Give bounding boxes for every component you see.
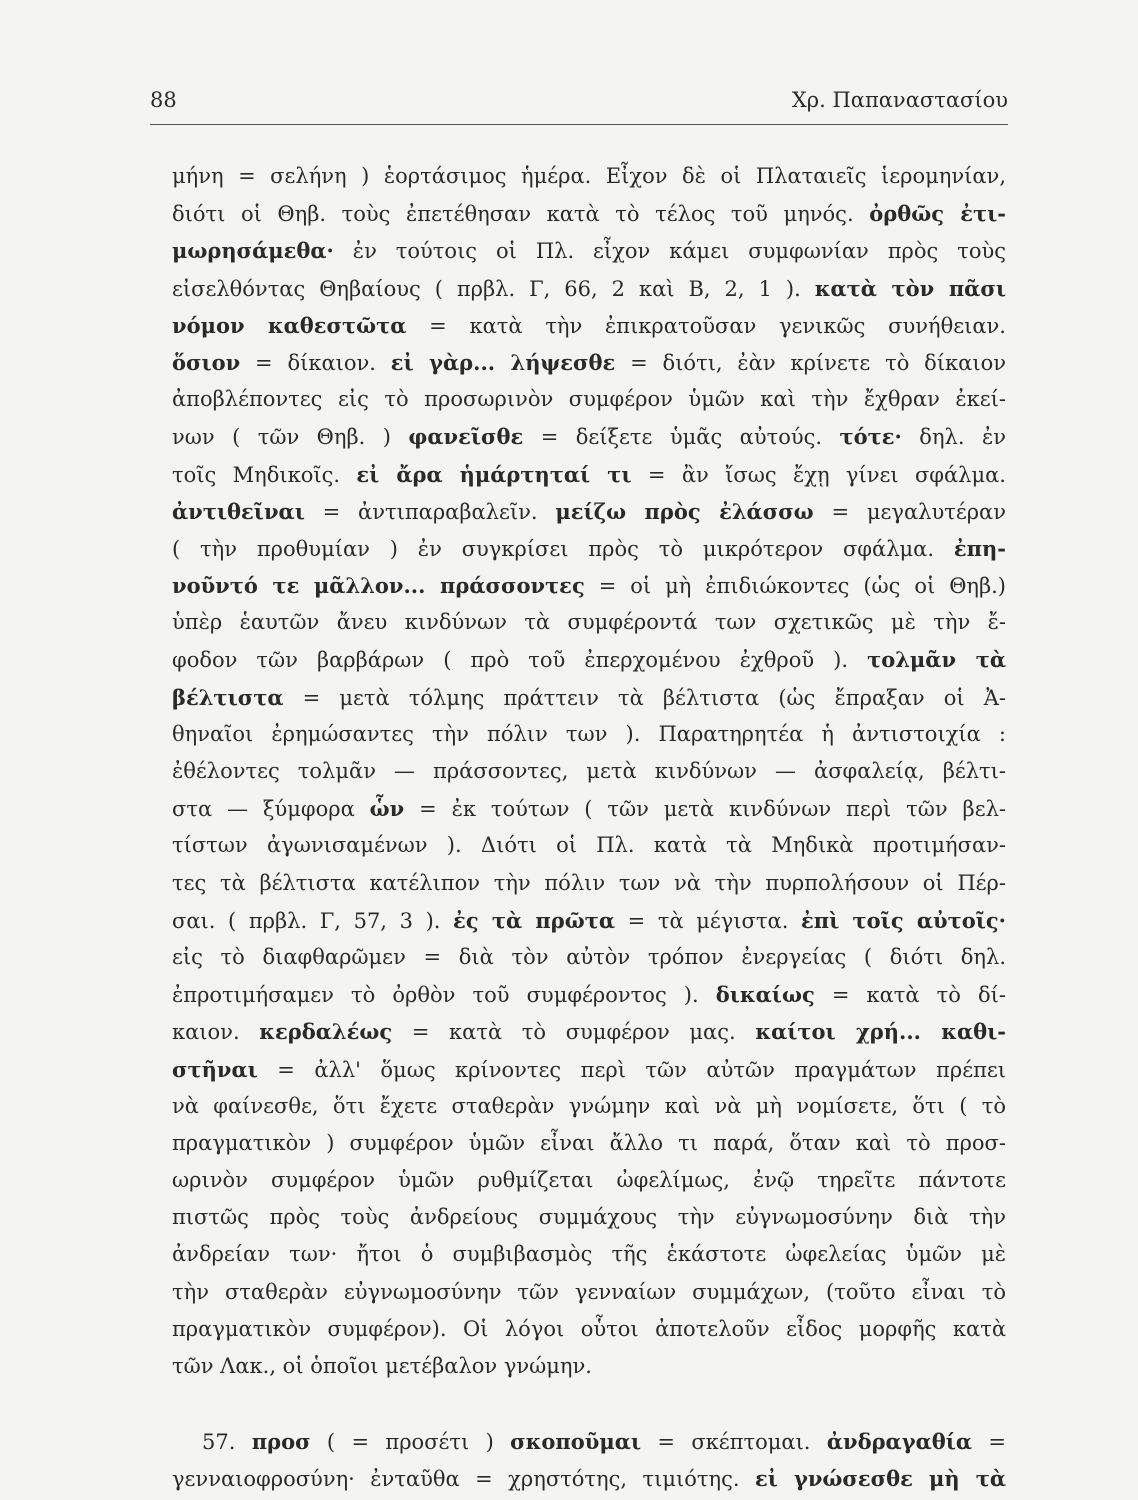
running-head-author: Χρ. Παπαναστασίου (791, 88, 1008, 112)
lemma-bold: εἰ ἄρα ἡμάρτηταί τι (356, 461, 632, 487)
lemma-bold: μωρησάμεθα· (172, 238, 334, 264)
lemma-bold: εἰ γνώσεσθε μὴ τὰ (754, 1466, 1006, 1492)
gloss-text: ωρινὸν συμφέρον ὑμῶν ρυθμίζεται ὠφελίμως, ἐνῷ τηρεῖτε πάντοτε (172, 1168, 1006, 1193)
text-line (172, 827, 1006, 864)
text-line (172, 195, 1006, 232)
gloss-text: πραγματικὸν ) συμφέρον ὑμῶν εἶναι ἄλλο τι παρά, ὅταν καὶ τὸ προσ- (172, 1130, 1006, 1155)
text-line (172, 790, 1006, 827)
gloss-text: ἐν τούτοις οἱ Πλ. εἶχον κάμει συμφωνίαν πρὸς τοὺς (333, 239, 1006, 264)
gloss-text: = δίκαιον. (240, 350, 391, 375)
lemma-bold: ἐπη- (953, 535, 1006, 561)
text-line (172, 158, 1006, 195)
gloss-text: τίστων ἀγωνισαμένων ). Διότι οἱ Πλ. κατὰ τὰ Μηδικὰ προτιμήσαν- (172, 833, 1006, 858)
lemma-bold: βέλτιστα (172, 684, 284, 710)
text-line (172, 939, 1006, 976)
lemma-bold: ἀντιθεῖναι (172, 498, 305, 524)
gloss-text: = μετὰ τόλμης πράττειν τὰ βέλτιστα (ὡς ἔπραξαν οἱ Ἀ- (283, 685, 1006, 710)
lemma-bold: εἰ γὰρ... λήψεσθε (390, 349, 616, 375)
lemma-bold: ἀνδραγαθία (826, 1429, 973, 1455)
gloss-text: νὰ φαίνεσθε, ὅτι ἔχετε σταθερὰν γνώμην καὶ νὰ μὴ νομίσετε, ὅτι ( τὸ (172, 1093, 1006, 1118)
text-line (172, 1199, 1006, 1236)
gloss-text: σαι. ( πρβλ. Γ, 57, 3 ). (172, 908, 454, 933)
gloss-text: = οἱ μὴ ἐπιδιώκοντες (ὡς οἱ Θηβ.) (584, 574, 1006, 599)
gloss-text: τὴν σταθερὰν εὐγνωμοσύνην τῶν γενναίων συμμάχων, (τοῦτο εἶναι τὸ (172, 1279, 1006, 1304)
gloss-text: πραγματικὸν συμφέρον). Οἱ λόγοι οὗτοι ἀποτελοῦν εἶδος μορφῆς κατὰ (172, 1316, 1006, 1341)
text-line (172, 1088, 1006, 1125)
lemma-bold: ὧν (369, 796, 405, 822)
lemma-bold: μείζω πρὸς ἐλάσσω (555, 498, 814, 524)
gloss-text: εἰσελθόντας Θηβαίους ( πρβλ. Γ, 66, 2 καὶ Β, 2, 1 ). (172, 276, 815, 301)
gloss-text: τοῖς Μηδικοῖς. (172, 462, 357, 487)
text-line (172, 1348, 1006, 1385)
text-line (172, 865, 1006, 902)
gloss-text: ( τὴν προθυμίαν ) ἐν συγκρίσει πρὸς τὸ μικρότερον σφάλμα. (172, 536, 954, 561)
text-line (172, 1236, 1006, 1273)
text-line (172, 456, 1006, 493)
gloss-text: ἐπροτιμήσαμεν τὸ ὀρθὸν τοῦ συμφέροντος ). (172, 983, 716, 1008)
gloss-text: στα — ξύμφορα (172, 797, 370, 822)
gloss-text: = ἀντιπαραβαλεῖν. (304, 499, 556, 524)
page-number: 88 (150, 88, 177, 112)
lemma-bold: καίτοι χρή... καθι- (755, 1019, 1006, 1045)
gloss-text: διότι οἱ Θηβ. τοὺς ἐπετέθησαν κατὰ τὸ τέλος τοῦ μηνός. (172, 202, 870, 227)
lemma-bold: σκοποῦμαι (510, 1429, 642, 1455)
gloss-text: 57. (202, 1430, 252, 1455)
text-line (172, 1013, 1006, 1050)
gloss-text: εἰς τὸ διαφθαρῶμεν = διὰ τὸν αὐτὸν τρόπον ἐνεργείας ( διότι δηλ. (172, 944, 1006, 969)
text-line (172, 679, 1006, 716)
text-line (172, 232, 1006, 269)
gloss-text: γενναιοφροσύνη· ἐνταῦθα = χρηστότης, τιμιότης. (172, 1467, 755, 1492)
paragraph-gap (172, 1385, 1006, 1423)
text-line (172, 530, 1006, 567)
text-line (172, 641, 1006, 678)
text-line (172, 1460, 1006, 1497)
gloss-text: τῶν Λακ., οἱ ὁποῖοι μετέβαλον γνώμην. (172, 1354, 592, 1378)
gloss-text: = κατὰ τὴν ἐπικρατοῦσαν γενικῶς συνήθειαν. (406, 313, 1006, 338)
gloss-text: μήνη = σελήνη ) ἑορτάσιμος ἡμέρα. Εἶχον δὲ οἱ Πλαταιεῖς ἱερομηνίαν, (172, 164, 1006, 188)
gloss-text: = κατὰ τὸ δί- (814, 983, 1006, 1008)
lemma-bold: νόμον καθεστῶτα (172, 312, 407, 338)
text-line (172, 716, 1006, 753)
text-line (172, 976, 1006, 1013)
lemma-bold: νοῦντό τε μᾶλλον... πράσσοντες (172, 573, 585, 599)
lemma-bold: δικαίως (715, 982, 815, 1008)
gloss-text: ὑπὲρ ἑαυτῶν ἄνευ κινδύνων τὰ συμφέροντά των σχετικῶς μὲ τὴν ἔ- (172, 610, 1006, 635)
lemma-bold: στῆναι (172, 1056, 258, 1082)
gloss-text: τες τὰ βέλτιστα κατέλιπον τὴν πόλιν των νὰ τὴν πυρπολήσουν οἱ Πέρ- (172, 870, 1006, 895)
commentary-body (172, 158, 1006, 1498)
lemma-bold: ἐπὶ τοῖς αὐτοῖς· (800, 907, 1006, 933)
text-line (172, 604, 1006, 641)
gloss-text: φοδον τῶν βαρβάρων ( πρὸ τοῦ ἐπερχομένου ἐχθροῦ ). (172, 648, 868, 673)
text-line (172, 567, 1006, 604)
gloss-text: καιον. (172, 1020, 260, 1045)
gloss-text: = διότι, ἐὰν κρίνετε τὸ δίκαιον (615, 350, 1006, 375)
lemma-bold: τολμᾶν τὰ (867, 647, 1006, 673)
text-line (172, 1162, 1006, 1199)
text-line (172, 1051, 1006, 1088)
gloss-text: = σκέπτομαι. (641, 1430, 827, 1455)
gloss-text: = ἀλλ' ὅμως κρίνοντες περὶ τῶν αὐτῶν πραγμάτων πρέπει (257, 1057, 1006, 1082)
gloss-text: = δείξετε ὑμᾶς αὐτούς. (523, 425, 840, 450)
gloss-text: = ἐκ τούτων ( τῶν μετὰ κινδύνων περὶ τῶν βελ- (404, 797, 1006, 822)
gloss-text: ( = προσέτι ) (310, 1430, 511, 1455)
gloss-text: πιστῶς πρὸς τοὺς ἀνδρείους συμμάχους τὴν εὐγνωμοσύνην διὰ τὴν (172, 1205, 1006, 1230)
text-line (172, 418, 1006, 455)
text-line (172, 1125, 1006, 1162)
text-line (172, 493, 1006, 530)
header-rule (150, 124, 1008, 125)
lemma-bold: φανεῖσθε (408, 424, 524, 450)
gloss-text: = (972, 1430, 1007, 1455)
text-line (172, 1311, 1006, 1348)
gloss-text: ἐθέλοντες τολμᾶν — πράσσοντες, μετὰ κινδύνων — ἀσφαλείᾳ, βέλτι- (172, 759, 1006, 783)
gloss-text: δηλ. ἐν (901, 425, 1006, 450)
lemma-bold: ἐς τὰ πρῶτα (453, 907, 616, 933)
gloss-text: = κατὰ τὸ συμφέρον μας. (392, 1020, 756, 1045)
text-line (172, 307, 1006, 344)
lemma-bold: κερδαλέως (259, 1019, 393, 1045)
text-line (172, 902, 1006, 939)
gloss-text: = ἂν ἴσως ἔχῃ γίνει σφάλμα. (631, 462, 1006, 487)
gloss-text: ἀποβλέποντες εἰς τὸ προσωρινὸν συμφέρον ὑμῶν καὶ τὴν ἔχθραν ἐκεί- (172, 387, 1006, 412)
text-line (172, 1274, 1006, 1311)
gloss-text: θηναῖοι ἐρημώσαντες τὴν πόλιν των ). Παρατηρητέα ἡ ἀντιστοιχία : (172, 721, 1006, 746)
lemma-bold: κατὰ τὸν πᾶσι (814, 275, 1006, 301)
lemma-bold: προσ (251, 1429, 311, 1455)
text-line (172, 344, 1006, 381)
lemma-bold: ὀρθῶς ἐτι- (869, 201, 1006, 227)
lemma-bold: ὅσιον (172, 349, 241, 375)
text-line (172, 381, 1006, 418)
text-line (172, 753, 1006, 790)
lemma-bold: τότε· (839, 424, 902, 450)
gloss-text: νων ( τῶν Θηβ. ) (172, 425, 409, 450)
text-line (172, 270, 1006, 307)
gloss-text: ἀνδρείαν των· ἤτοι ὁ συμβιβασμὸς τῆς ἑκάστοτε ὠφελείας ὑμῶν μὲ (172, 1242, 1006, 1267)
gloss-text: = τὰ μέγιστα. (615, 908, 801, 933)
gloss-text: = μεγαλυτέραν (813, 499, 1006, 524)
text-line (172, 1423, 1006, 1460)
page-header (150, 88, 1008, 120)
